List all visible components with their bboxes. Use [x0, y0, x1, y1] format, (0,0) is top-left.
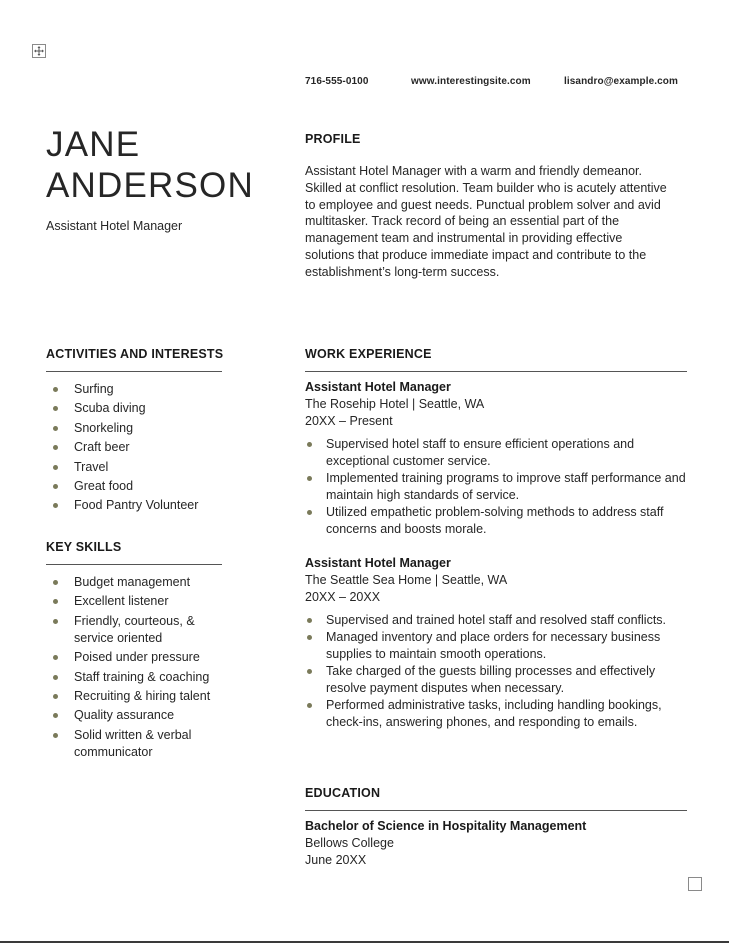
job-title: Assistant Hotel Manager [305, 556, 451, 570]
education-divider [305, 810, 687, 811]
list-item: Managed inventory and place orders for necessary business supplies to maintain smooth operations. [305, 629, 687, 663]
list-item: Snorkeling [46, 420, 226, 437]
list-item: Implemented training programs to improve staff performance and maintain high standards of service. [305, 470, 687, 504]
list-item: Scuba diving [46, 400, 226, 417]
graduation-date: June 20XX [305, 853, 367, 867]
bullet-icon [307, 442, 312, 447]
list-item: Budget management [46, 574, 218, 591]
list-item: Excellent listener [46, 593, 218, 610]
bullet-icon [53, 426, 58, 431]
bullet-icon [53, 406, 58, 411]
skills-list [46, 574, 218, 763]
last-name: ANDERSON [46, 166, 254, 205]
table-resize-handle[interactable] [688, 877, 702, 891]
first-name: JANE [46, 125, 141, 164]
bullet-icon [53, 694, 58, 699]
bullet-icon [53, 445, 58, 450]
bullet-icon [307, 476, 312, 481]
activities-list [46, 381, 226, 517]
activities-heading: ACTIVITIES AND INTERESTS [46, 347, 224, 361]
person-name [46, 124, 254, 206]
person-title: Assistant Hotel Manager [46, 219, 183, 233]
bullet-icon [53, 599, 58, 604]
bullet-icon [53, 580, 58, 585]
bullet-icon [53, 387, 58, 392]
job-title: Assistant Hotel Manager [305, 380, 451, 394]
job-employer: The Rosehip Hotel | Seattle, WA [305, 397, 485, 411]
school: Bellows College [305, 836, 394, 850]
list-item: Quality assurance [46, 707, 218, 724]
list-item: Supervised and trained hotel staff and resolved staff conflicts. [305, 612, 687, 629]
experience-heading: WORK EXPERIENCE [305, 347, 432, 361]
degree: Bachelor of Science in Hospitality Management [305, 819, 587, 833]
education-entry [305, 818, 687, 869]
list-item: Utilized empathetic problem-solving methods to address staff concerns and boosts morale. [305, 504, 687, 538]
list-item: Surfing [46, 381, 226, 398]
list-item: Great food [46, 478, 226, 495]
contact-phone: 716-555-0100 [305, 76, 369, 87]
list-item: Recruiting & hiring talent [46, 688, 218, 705]
bullet-icon [53, 655, 58, 660]
job-dates: 20XX – Present [305, 414, 393, 428]
profile-text: Assistant Hotel Manager with a warm and friendly demeanor. Skilled at conflict resolution. Team builder who is acutely attentive to employee and guest needs. Punctual problem solver and avid multitasker. Track record of being an essential part of the management team and instrumental in providing effective solutions that produce immediate impact and contribute to the establishment’s long-term success. [305, 164, 667, 279]
job-dates: 20XX – 20XX [305, 590, 381, 604]
job-bullets [305, 436, 687, 538]
bullet-icon [307, 635, 312, 640]
list-item: Craft beer [46, 439, 226, 456]
list-item: Food Pantry Volunteer [46, 497, 226, 514]
bullet-icon [53, 733, 58, 738]
job-bullets [305, 612, 687, 731]
contact-email: lisandro@example.com [564, 76, 679, 87]
list-item: Solid written & verbal communicator [46, 727, 218, 761]
bullet-icon [53, 675, 58, 680]
list-item: Performed administrative tasks, including handling bookings, check-ins, answering phones, and responding to emails. [305, 697, 687, 731]
profile-heading: PROFILE [305, 132, 361, 146]
page-bottom-border [0, 941, 729, 943]
list-item: Friendly, courteous, & service oriented [46, 613, 218, 647]
skills-divider [46, 564, 222, 565]
list-item: Poised under pressure [46, 649, 218, 666]
education-heading: EDUCATION [305, 786, 381, 800]
skills-heading: KEY SKILLS [46, 540, 122, 554]
list-item: Supervised hotel staff to ensure efficient operations and exceptional customer service. [305, 436, 687, 470]
contact-website: www.interestingsite.com [411, 76, 531, 87]
bullet-icon [53, 713, 58, 718]
bullet-icon [307, 669, 312, 674]
job-entry-2 [305, 555, 687, 731]
bullet-icon [53, 465, 58, 470]
list-item: Take charged of the guests billing processes and effectively resolve payment disputes when necessary. [305, 663, 687, 697]
list-item: Staff training & coaching [46, 669, 218, 686]
table-move-handle-icon[interactable] [32, 44, 46, 58]
bullet-icon [307, 618, 312, 623]
bullet-icon [53, 619, 58, 624]
bullet-icon [307, 510, 312, 515]
job-employer: The Seattle Sea Home | Seattle, WA [305, 573, 508, 587]
bullet-icon [307, 703, 312, 708]
bullet-icon [53, 503, 58, 508]
list-item: Travel [46, 459, 226, 476]
bullet-icon [53, 484, 58, 489]
experience-divider [305, 371, 687, 372]
activities-divider [46, 371, 222, 372]
job-entry-1 [305, 379, 687, 538]
